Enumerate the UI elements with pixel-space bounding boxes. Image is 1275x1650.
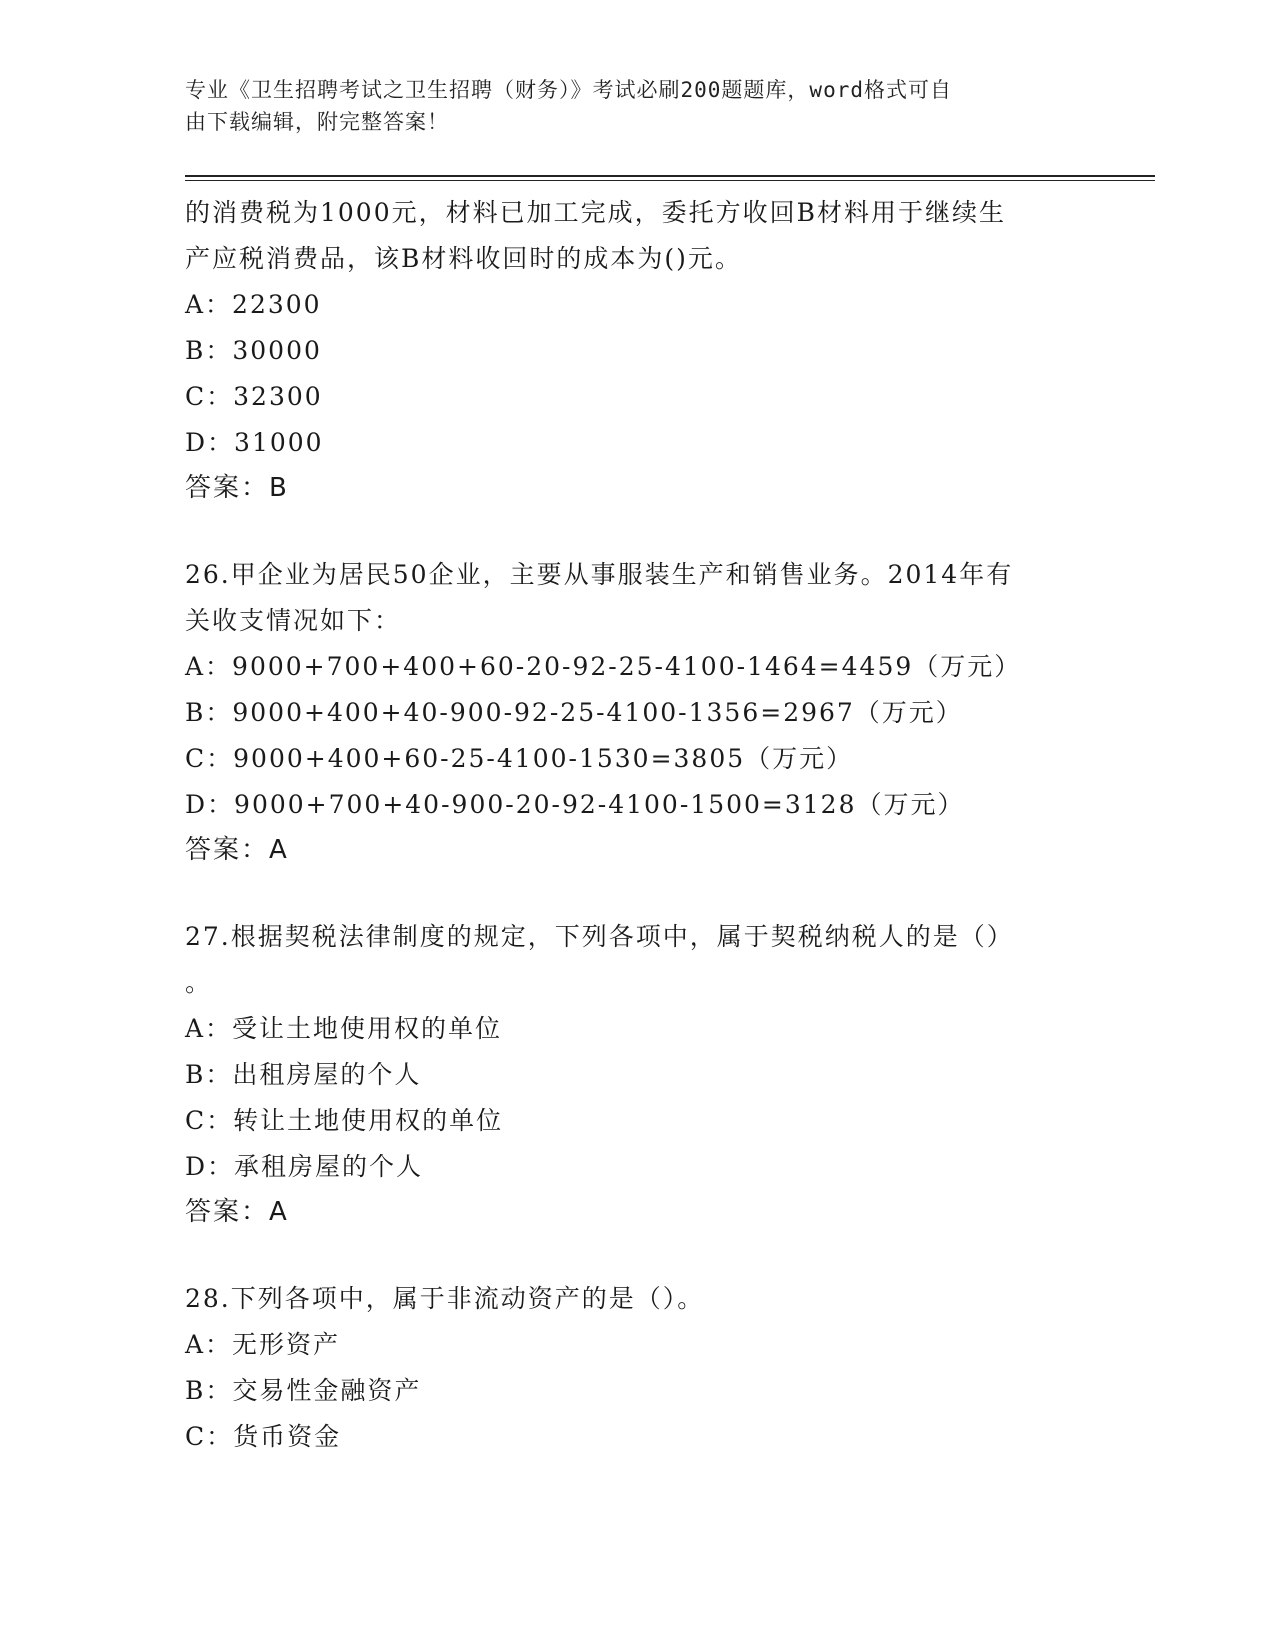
option-d: D：31000	[185, 428, 324, 457]
question-stem-line: 产应税消费品，该B材料收回时的成本为()元。	[185, 244, 742, 273]
option-b: B：交易性金融资产	[185, 1376, 422, 1405]
option-a: A：9000+700+400+60-20-92-25-4100-1464=4459（万元）	[185, 652, 1022, 681]
question-26	[185, 552, 1065, 872]
option-b: B：9000+400+40-900-92-25-4100-1356=2967（万元）	[185, 698, 963, 727]
option-b: B：出租房屋的个人	[185, 1060, 422, 1089]
option-a: A：无形资产	[185, 1330, 341, 1359]
header-line-1: 专业《卫生招聘考试之卫生招聘（财务）》考试必刷200题题库，word格式可自	[185, 78, 952, 102]
option-a: A：受让土地使用权的单位	[185, 1014, 503, 1043]
document-header	[185, 74, 1065, 138]
header-line-2: 由下载编辑，附完整答案！	[185, 110, 449, 134]
question-stem-line: 27.根据契税法律制度的规定，下列各项中，属于契税纳税人的是（）	[185, 922, 1014, 951]
option-c: C：货币资金	[185, 1422, 342, 1451]
question-spacer	[185, 1234, 1065, 1276]
option-d: D：9000+700+40-900-20-92-4100-1500=3128（万元）	[185, 790, 965, 819]
option-c: C：9000+400+60-25-4100-1530=3805（万元）	[185, 744, 854, 773]
header-divider-thin	[185, 180, 1155, 181]
question-25	[185, 190, 1065, 510]
question-stem-line: 关收支情况如下：	[185, 606, 402, 635]
option-c: C：32300	[185, 382, 323, 411]
option-d: D：承租房屋的个人	[185, 1152, 424, 1181]
question-27	[185, 914, 1065, 1234]
answer-label: 答案：A	[185, 1197, 289, 1227]
answer-label: 答案：B	[185, 473, 289, 503]
question-stem-line: 28.下列各项中，属于非流动资产的是（）。	[185, 1284, 705, 1313]
option-b: B：30000	[185, 336, 322, 365]
question-stem-line: 。	[185, 968, 213, 997]
question-spacer	[185, 510, 1065, 552]
question-list	[185, 190, 1065, 1460]
question-stem-line: 的消费税为1000元，材料已加工完成，委托方收回B材料用于继续生	[185, 198, 1006, 227]
answer-label: 答案：A	[185, 835, 289, 865]
question-stem-line: 26.甲企业为居民50企业，主要从事服装生产和销售业务。2014年有	[185, 560, 1014, 589]
option-a: A：22300	[185, 290, 322, 319]
option-c: C：转让土地使用权的单位	[185, 1106, 504, 1135]
header-divider-thick	[185, 175, 1155, 177]
question-28	[185, 1276, 1065, 1460]
question-spacer	[185, 872, 1065, 914]
